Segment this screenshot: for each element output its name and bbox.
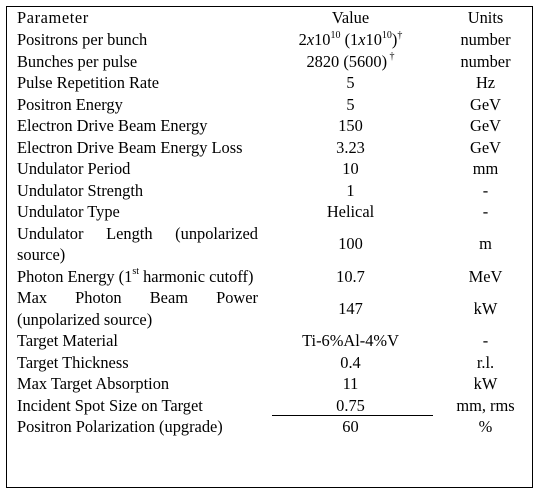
parameter-cell: Photon Energy (1st harmonic cutoff) bbox=[17, 266, 254, 286]
table-row bbox=[7, 137, 534, 159]
table-row bbox=[7, 115, 534, 137]
table-body bbox=[7, 29, 534, 438]
value-cell: 3.23 bbox=[336, 137, 365, 157]
header-row bbox=[7, 7, 534, 29]
value-cell: Helical bbox=[326, 202, 375, 221]
parameter-cell: Target Material bbox=[17, 331, 118, 350]
value-cell: 11 bbox=[342, 374, 359, 393]
value-cell: 5 bbox=[346, 94, 355, 114]
table-row bbox=[7, 330, 534, 352]
parameter-cell: Positron Energy bbox=[17, 94, 123, 114]
units-cell: kW bbox=[473, 374, 498, 393]
units-cell: % bbox=[478, 417, 493, 436]
value-cell: 5 bbox=[346, 73, 355, 92]
table-row bbox=[7, 51, 534, 73]
table-row bbox=[7, 266, 534, 288]
units-cell: - bbox=[482, 202, 489, 221]
header-units: Units bbox=[467, 8, 504, 28]
parameter-cell: Undulator Period bbox=[17, 159, 131, 178]
value-cell: 150 bbox=[338, 116, 363, 135]
value-cell: 100 bbox=[338, 234, 363, 254]
units-cell: number bbox=[460, 51, 511, 71]
units-cell: GeV bbox=[470, 137, 501, 157]
header-value: Value bbox=[331, 8, 370, 28]
table-row bbox=[7, 94, 534, 116]
value-cell: $2x10^{10}$ $(1x10^{10})^\dagger$ bbox=[298, 29, 403, 49]
parameter-cell: Positron Polarization (upgrade) bbox=[17, 417, 223, 436]
table-row bbox=[7, 352, 534, 374]
value-cell: 0.75 bbox=[264, 395, 437, 417]
table-row bbox=[7, 158, 534, 180]
table-row bbox=[7, 29, 534, 51]
table-row bbox=[7, 72, 534, 94]
units-cell: kW bbox=[473, 298, 498, 318]
parameter-cell: Electron Drive Beam Energy Loss bbox=[17, 137, 243, 157]
value-cell: 1 bbox=[346, 180, 355, 200]
parameter-cell: Undulator Type bbox=[17, 202, 120, 221]
value-cell: 2820 (5600) † bbox=[306, 51, 395, 71]
units-cell: r.l. bbox=[476, 352, 495, 372]
parameter-cell: Target Thickness bbox=[17, 352, 129, 372]
parameter-cell: Electron Drive Beam Energy bbox=[17, 116, 208, 135]
table-row bbox=[7, 416, 534, 438]
parameter-table-frame bbox=[6, 6, 533, 488]
units-cell: MeV bbox=[468, 266, 503, 286]
units-cell: GeV bbox=[470, 116, 501, 135]
parameter-table bbox=[7, 7, 534, 438]
units-cell: - bbox=[482, 331, 489, 350]
value-cell: Ti-6%Al-4%V bbox=[302, 331, 399, 350]
value-cell: 10.7 bbox=[336, 266, 365, 286]
header-parameter: Parameter bbox=[17, 8, 89, 28]
value-cell: 147 bbox=[338, 298, 363, 318]
table-row bbox=[7, 223, 534, 266]
value-cell: 0.4 bbox=[340, 352, 361, 372]
units-cell: - bbox=[482, 180, 489, 200]
table-row bbox=[7, 201, 534, 223]
parameter-cell: Max Target Absorption bbox=[17, 374, 170, 393]
units-cell: GeV bbox=[470, 94, 501, 114]
parameter-cell: Incident Spot Size on Target bbox=[17, 395, 203, 415]
parameter-cell: Undulator Strength bbox=[17, 180, 144, 200]
units-cell: mm bbox=[472, 159, 499, 178]
parameter-cell: Undulator Length (unpolarized source) bbox=[17, 223, 258, 264]
table-row bbox=[7, 287, 534, 330]
table-row bbox=[7, 180, 534, 202]
parameter-cell: Max Photon Beam Power (unpolarized source) bbox=[17, 288, 258, 329]
parameter-cell: Bunches per pulse bbox=[17, 51, 138, 71]
units-cell: number bbox=[460, 30, 511, 49]
units-cell: mm, rms bbox=[456, 395, 515, 415]
parameter-cell: Positrons per bunch bbox=[17, 30, 148, 49]
parameter-cell: Pulse Repetition Rate bbox=[17, 73, 160, 92]
units-cell: m bbox=[479, 234, 492, 254]
value-cell: 10 bbox=[342, 159, 359, 178]
value-cell: 60 bbox=[342, 417, 359, 436]
units-cell: Hz bbox=[475, 73, 496, 92]
table-row bbox=[7, 373, 534, 395]
table-row bbox=[7, 395, 534, 417]
